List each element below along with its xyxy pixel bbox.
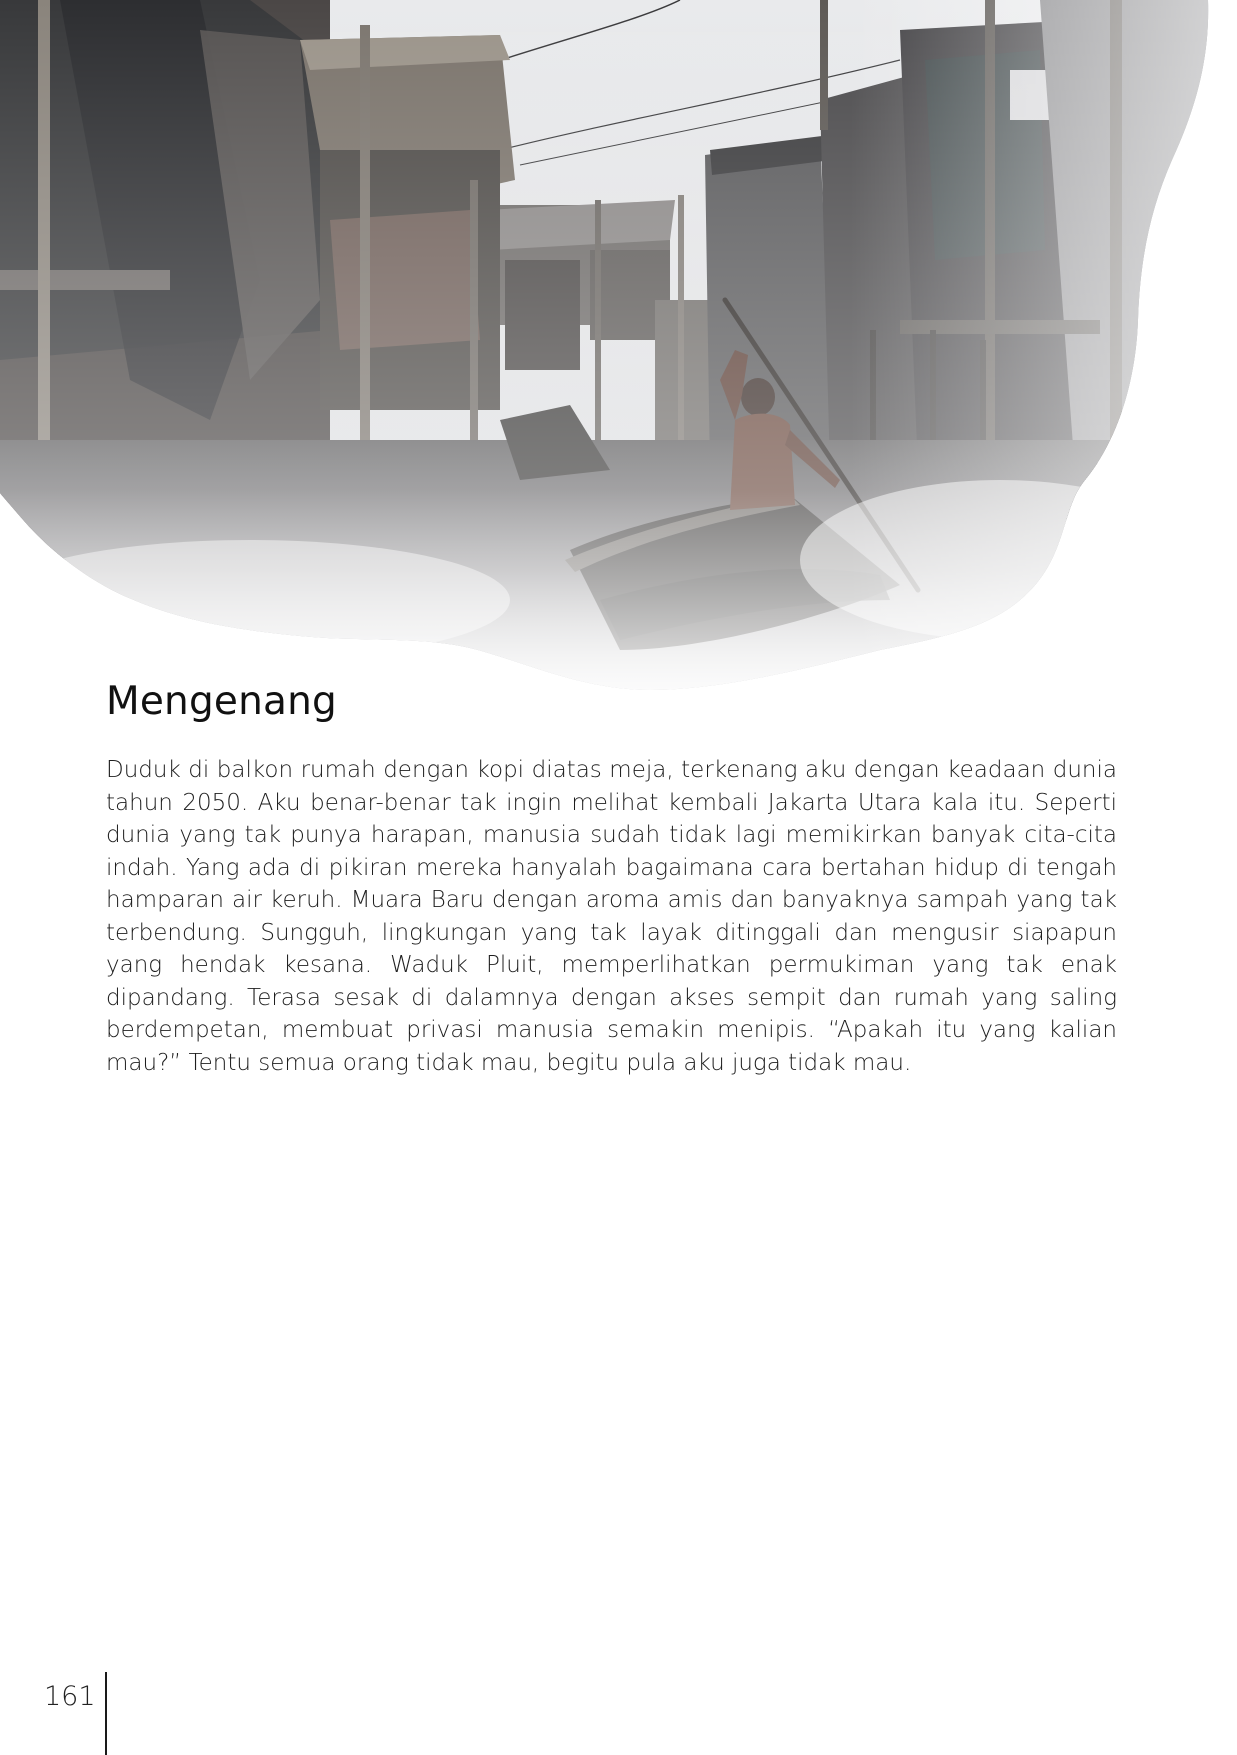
article-body: Duduk di balkon rumah dengan kopi diatas meja, terkenang aku dengan keadaan dunia tahun 2050. Aku benar-benar tak ingin melihat kembali Jakarta Utara kala itu. Seperti dunia yang tak punya harapan, manusia sudah tidak lagi memikirkan banyak cita-cita indah. Yang ada di pikiran mereka hanyalah bagaimana cara bertahan hidup di tengah hamparan air keruh. Muara Baru dengan aroma amis dan banyaknya sampah yang tak terbendung. Sungguh, lingkungan yang tak layak ditinggali dan mengusir siapapun yang hendak kesana. Waduk Pluit, memperlihatkan permukiman yang tak enak dipandang. Terasa sesak di dalamnya dengan akses sempit dan rumah yang saling berdempetan, membuat privasi manusia semakin menipis. “Apakah itu yang kalian mau?” Tentu semua orang tidak mau, begitu pula aku juga tidak mau. — [106, 757, 1117, 1076]
hero-photo — [0, 0, 1237, 700]
slum-waterway-illustration — [0, 0, 1237, 700]
page-number: 161 — [44, 1681, 96, 1712]
page-number-divider — [105, 1672, 107, 1755]
article-title: Mengenang — [106, 679, 338, 724]
